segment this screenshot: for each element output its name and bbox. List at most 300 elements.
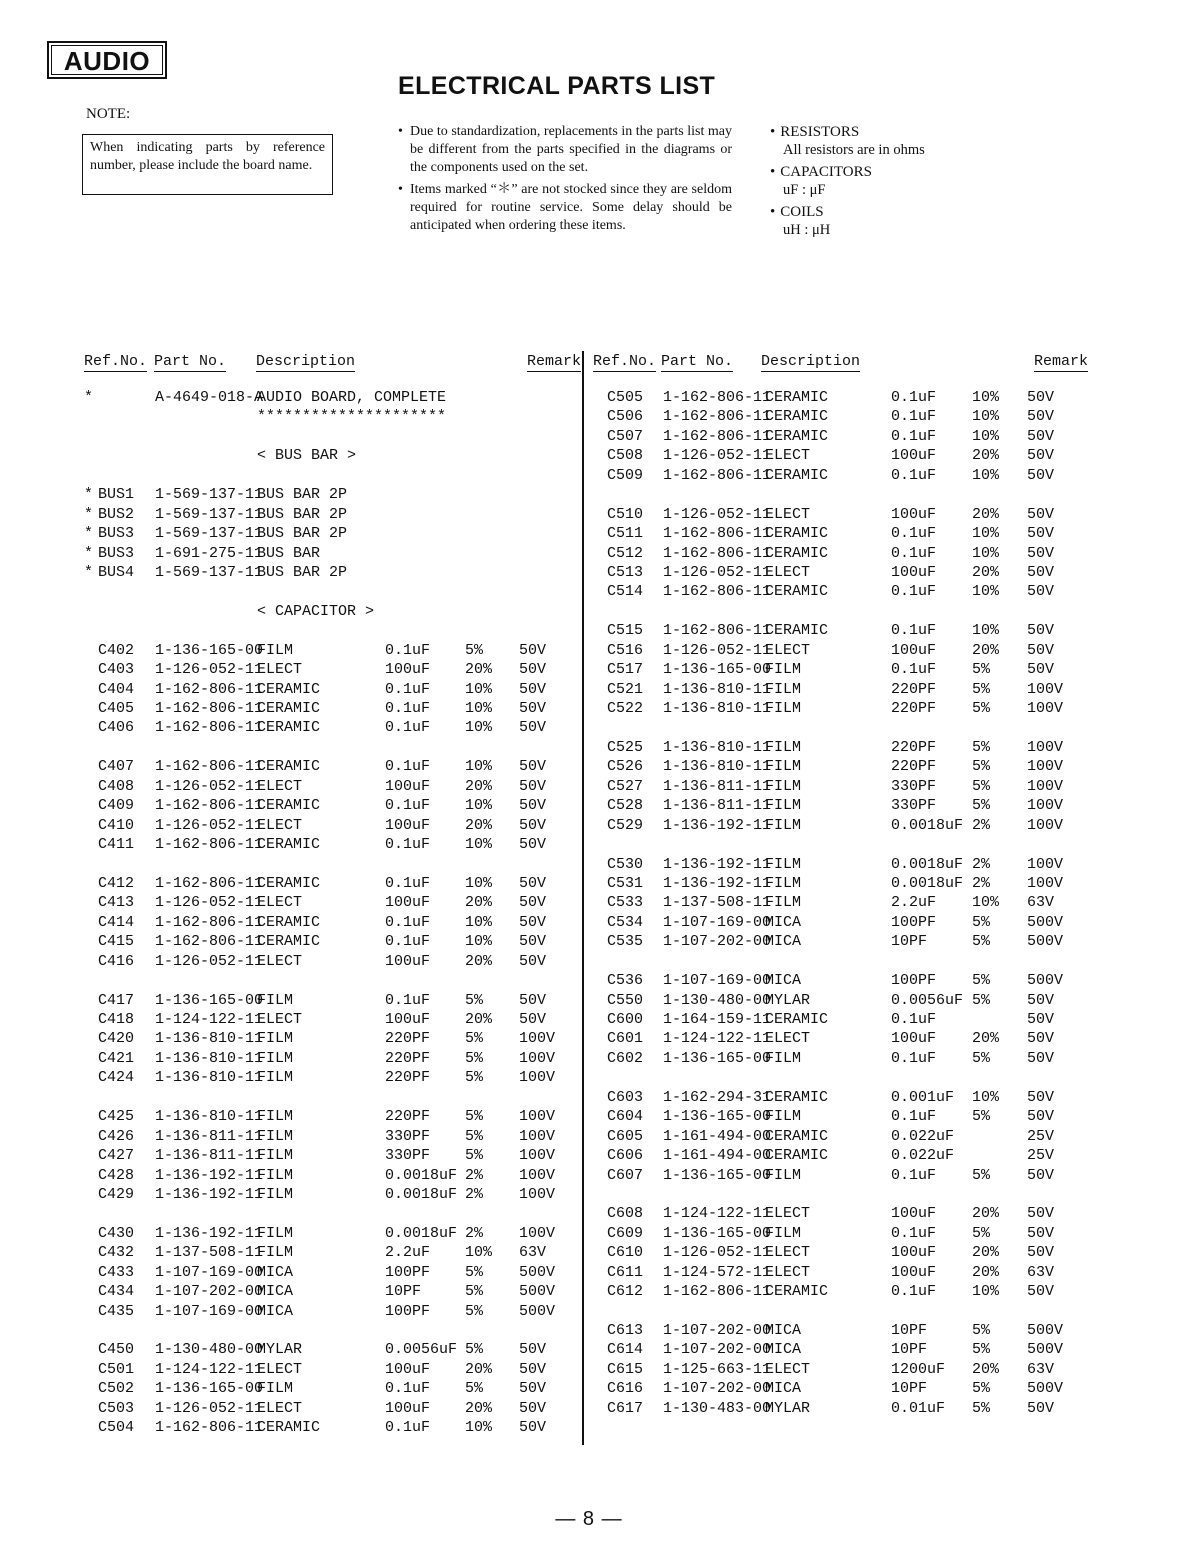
- description: FILM: [257, 1244, 294, 1262]
- tolerance: 10%: [972, 1088, 1000, 1106]
- tolerance: 10%: [972, 583, 1000, 601]
- part-no: 1-107-169-00: [663, 913, 772, 931]
- value: 100uF: [385, 777, 431, 795]
- voltage: 50V: [1027, 466, 1055, 484]
- part-no: 1-136-810-11: [663, 680, 772, 698]
- value: 0.022uF: [891, 1147, 955, 1165]
- ref-no: C509: [607, 466, 644, 484]
- voltage: 50V: [519, 719, 547, 737]
- voltage: 50V: [1027, 563, 1055, 581]
- voltage: 50V: [1027, 1049, 1055, 1067]
- voltage: 50V: [1027, 525, 1055, 543]
- value: 100PF: [385, 1302, 431, 1320]
- ref-no: C510: [607, 505, 644, 523]
- part-no: 1-124-122-11: [663, 1205, 772, 1223]
- right-column-header: [0, 352, 1178, 374]
- tolerance: 20%: [972, 505, 1000, 523]
- tolerance: 5%: [972, 1224, 991, 1242]
- tolerance: 5%: [465, 1147, 484, 1165]
- ref-no: C425: [98, 1108, 135, 1126]
- value: 0.1uF: [891, 408, 937, 426]
- value: 220PF: [891, 738, 937, 756]
- ref-no: C516: [607, 641, 644, 659]
- voltage: 50V: [1027, 1030, 1055, 1048]
- ref-no: C534: [607, 913, 644, 931]
- part-no: 1-126-052-11: [663, 563, 772, 581]
- voltage: 50V: [1027, 408, 1055, 426]
- part-no: 1-162-806-11: [155, 874, 264, 892]
- part-no: 1-130-480-00: [155, 1341, 264, 1359]
- voltage: 50V: [1027, 1011, 1055, 1028]
- part-no: 1-137-508-11: [663, 894, 772, 912]
- ref-no: C615: [607, 1360, 644, 1378]
- header-remark: Remark: [527, 353, 582, 370]
- ref-no: C507: [607, 427, 644, 445]
- part-no: 1-126-052-11: [155, 777, 264, 795]
- value: 0.0018uF: [891, 874, 964, 892]
- not-stocked-mark: *: [84, 505, 94, 523]
- description: ELECT: [765, 641, 811, 659]
- part-no: 1-107-169-00: [155, 1302, 264, 1320]
- value: 10PF: [385, 1283, 422, 1301]
- ref-no: C416: [98, 952, 135, 970]
- tolerance: 5%: [972, 933, 991, 951]
- value: 100uF: [891, 563, 937, 581]
- tolerance: 20%: [465, 816, 493, 834]
- tolerance: 5%: [972, 661, 991, 679]
- part-no: 1-136-165-00: [663, 1166, 772, 1184]
- tolerance: 10%: [972, 408, 1000, 426]
- not-stocked-mark: *: [84, 389, 94, 406]
- voltage: 100V: [519, 1224, 556, 1242]
- description: MICA: [257, 1302, 294, 1320]
- part-no: 1-136-165-00: [663, 1049, 772, 1067]
- ref-no: BUS2: [98, 505, 135, 523]
- tolerance: 10%: [465, 719, 493, 737]
- tolerance: 2%: [465, 1185, 484, 1203]
- voltage: 50V: [519, 1380, 547, 1398]
- ref-no: C421: [98, 1049, 135, 1067]
- description: MICA: [765, 913, 802, 931]
- ref-no: C606: [607, 1147, 644, 1165]
- value: 0.1uF: [891, 389, 937, 406]
- value: 100uF: [891, 641, 937, 659]
- value: 0.1uF: [385, 836, 431, 854]
- part-no: 1-691-275-11: [155, 544, 264, 562]
- part-no: 1-136-811-11: [663, 777, 772, 795]
- header-description: Description: [761, 353, 861, 370]
- voltage: 63V: [519, 1244, 547, 1262]
- value: 220PF: [385, 1049, 431, 1067]
- part-no: 1-162-806-11: [155, 913, 264, 931]
- description: FILM: [765, 797, 802, 815]
- description: CERAMIC: [765, 1283, 829, 1301]
- part-no: 1-126-052-11: [663, 641, 772, 659]
- tolerance: 20%: [972, 563, 1000, 581]
- ref-no: C512: [607, 544, 644, 562]
- tolerance: 5%: [465, 1108, 484, 1126]
- tolerance: 5%: [465, 641, 484, 659]
- part-no: 1-126-052-11: [663, 505, 772, 523]
- units-resistors-value: All resistors are in ohms: [783, 142, 925, 158]
- description: ELECT: [765, 1244, 811, 1262]
- value: 0.1uF: [891, 466, 937, 484]
- description: FILM: [257, 641, 294, 659]
- tolerance: 5%: [465, 1341, 484, 1359]
- notes-list: [398, 123, 732, 239]
- part-no: 1-569-137-11: [155, 525, 264, 543]
- value: 0.1uF: [385, 913, 431, 931]
- header-remark: Remark: [1034, 353, 1089, 370]
- value: 0.1uF: [891, 661, 937, 679]
- description: CERAMIC: [765, 1147, 829, 1165]
- voltage: 100V: [519, 1108, 556, 1126]
- tolerance: 5%: [972, 1166, 991, 1184]
- ref-no: C427: [98, 1147, 135, 1165]
- part-no: 1-162-806-11: [663, 583, 772, 601]
- tolerance: 5%: [972, 777, 991, 795]
- description: CERAMIC: [765, 466, 829, 484]
- tolerance: 10%: [465, 1419, 493, 1437]
- ref-no: C504: [98, 1419, 135, 1437]
- description: MICA: [765, 933, 802, 951]
- tolerance: 5%: [972, 1399, 991, 1417]
- value: 0.0018uF: [891, 816, 964, 834]
- description: FILM: [765, 1108, 802, 1126]
- ref-no: C413: [98, 894, 135, 912]
- value: 100uF: [891, 1205, 937, 1223]
- part-no: 1-136-165-00: [155, 1380, 264, 1398]
- ref-no: C517: [607, 661, 644, 679]
- value: 0.1uF: [385, 758, 431, 776]
- voltage: 50V: [1027, 583, 1055, 601]
- description: FILM: [257, 1049, 294, 1067]
- description: ELECT: [765, 505, 811, 523]
- ref-no: C430: [98, 1224, 135, 1242]
- ref-no: C515: [607, 622, 644, 640]
- not-stocked-mark: *: [84, 544, 94, 562]
- description: CERAMIC: [765, 408, 829, 426]
- ref-no: C406: [98, 719, 135, 737]
- part-no: 1-126-052-11: [155, 1399, 264, 1417]
- part-no: 1-126-052-11: [663, 1244, 772, 1262]
- voltage: 100V: [1027, 797, 1064, 815]
- value: 0.1uF: [891, 1283, 937, 1301]
- value: 100PF: [891, 972, 937, 990]
- not-stocked-mark: *: [84, 563, 94, 581]
- voltage: 50V: [519, 991, 547, 1009]
- part-no: 1-136-811-11: [155, 1147, 264, 1165]
- description: BUS BAR 2P: [257, 486, 348, 504]
- tolerance: 10%: [972, 389, 1000, 406]
- header-part-no: Part No.: [154, 353, 227, 370]
- ref-no: C603: [607, 1088, 644, 1106]
- part-no: 1-136-192-11: [155, 1185, 264, 1203]
- ref-no: C528: [607, 797, 644, 815]
- tolerance: 5%: [465, 1263, 484, 1281]
- units-capacitors-value: uF : μF: [783, 182, 826, 198]
- ref-no: C610: [607, 1244, 644, 1262]
- ref-no: C531: [607, 874, 644, 892]
- part-no: 1-137-508-11: [155, 1244, 264, 1262]
- value: 0.1uF: [891, 622, 937, 640]
- description: BUS BAR 2P: [257, 505, 348, 523]
- tolerance: 5%: [972, 758, 991, 776]
- tolerance: 10%: [465, 797, 493, 815]
- voltage: 50V: [519, 1011, 547, 1028]
- voltage: 50V: [1027, 505, 1055, 523]
- header-part-no: Part No.: [661, 353, 734, 370]
- description: ELECT: [765, 1360, 811, 1378]
- tolerance: 2%: [972, 855, 991, 873]
- ref-no: C418: [98, 1011, 135, 1028]
- ref-no: C502: [98, 1380, 135, 1398]
- part-no: 1-162-806-11: [155, 680, 264, 698]
- part-no: 1-107-169-00: [155, 1263, 264, 1281]
- tolerance: 20%: [972, 1205, 1000, 1223]
- description: FILM: [765, 738, 802, 756]
- note-standardization: • Due to standardization, replacements in the parts list may be different from the parts specified in the diagrams or the components used on the set.: [398, 123, 732, 177]
- part-no: 1-162-806-11: [155, 700, 264, 717]
- voltage: 50V: [519, 952, 547, 970]
- part-no: 1-162-806-11: [663, 466, 772, 484]
- part-no: 1-124-122-11: [663, 1030, 772, 1048]
- voltage: 500V: [1027, 933, 1064, 951]
- voltage: 100V: [1027, 700, 1064, 717]
- voltage: 500V: [519, 1283, 556, 1301]
- ref-no: C533: [607, 894, 644, 912]
- ref-no: C513: [607, 563, 644, 581]
- tolerance: 5%: [972, 738, 991, 756]
- value: 0.1uF: [891, 544, 937, 562]
- part-no: 1-136-811-11: [155, 1127, 264, 1145]
- voltage: 50V: [519, 1419, 547, 1437]
- tolerance: 10%: [972, 894, 1000, 912]
- tolerance: 10%: [972, 525, 1000, 543]
- description: FILM: [257, 1127, 294, 1145]
- section-tag: [47, 41, 167, 79]
- description: MYLAR: [257, 1341, 303, 1359]
- description: ELECT: [257, 661, 303, 679]
- value: 100uF: [385, 1011, 431, 1028]
- tolerance: 20%: [972, 641, 1000, 659]
- value: 220PF: [385, 1108, 431, 1126]
- value: 100uF: [891, 1244, 937, 1262]
- description: FILM: [257, 1224, 294, 1242]
- tolerance: 5%: [972, 1108, 991, 1126]
- voltage: 500V: [1027, 1380, 1064, 1398]
- ref-no: C604: [607, 1108, 644, 1126]
- value: 0.01uF: [891, 1399, 946, 1417]
- voltage: 100V: [1027, 874, 1064, 892]
- ref-no: C501: [98, 1360, 135, 1378]
- voltage: 50V: [519, 758, 547, 776]
- value: 10PF: [891, 1341, 928, 1359]
- ref-no: C410: [98, 816, 135, 834]
- description: FILM: [765, 700, 802, 717]
- value: 0.001uF: [891, 1088, 955, 1106]
- description: CERAMIC: [765, 1088, 829, 1106]
- description: BUS BAR 2P: [257, 563, 348, 581]
- value: 0.0018uF: [385, 1185, 458, 1203]
- tolerance: 20%: [465, 952, 493, 970]
- voltage: 500V: [519, 1263, 556, 1281]
- voltage: 50V: [519, 680, 547, 698]
- value: 100uF: [891, 505, 937, 523]
- value: 100uF: [385, 1360, 431, 1378]
- description: CERAMIC: [257, 836, 321, 854]
- ref-no: C536: [607, 972, 644, 990]
- description: CERAMIC: [257, 933, 321, 951]
- part-no: 1-136-810-11: [155, 1030, 264, 1048]
- value: 2.2uF: [891, 894, 937, 912]
- description: FILM: [257, 991, 294, 1009]
- description: CERAMIC: [765, 622, 829, 640]
- voltage: 100V: [519, 1049, 556, 1067]
- tolerance: 5%: [465, 1127, 484, 1145]
- ref-no: C506: [607, 408, 644, 426]
- description: ELECT: [765, 563, 811, 581]
- value: 0.1uF: [891, 1224, 937, 1242]
- part-no: 1-162-806-11: [155, 719, 264, 737]
- ref-no: C415: [98, 933, 135, 951]
- ref-no: C414: [98, 913, 135, 931]
- value: 100uF: [385, 952, 431, 970]
- description: FILM: [257, 1108, 294, 1126]
- description: ELECT: [257, 894, 303, 912]
- voltage: 50V: [519, 641, 547, 659]
- tolerance: 10%: [465, 758, 493, 776]
- part-no: 1-124-122-11: [155, 1360, 264, 1378]
- description: AUDIO BOARD, COMPLETE: [257, 389, 447, 406]
- note-box: When indicating parts by reference number, please include the board name.: [82, 134, 333, 195]
- part-no: 1-569-137-11: [155, 563, 264, 581]
- voltage: 100V: [519, 1147, 556, 1165]
- tolerance: 20%: [972, 1030, 1000, 1048]
- value: 0.1uF: [891, 1108, 937, 1126]
- part-no: 1-107-169-00: [663, 972, 772, 990]
- description: FILM: [257, 1030, 294, 1048]
- value: 220PF: [891, 680, 937, 698]
- voltage: 50V: [1027, 991, 1055, 1009]
- header-ref-no: Ref.No.: [84, 353, 148, 370]
- value: 220PF: [891, 758, 937, 776]
- ref-no: C511: [607, 525, 644, 543]
- voltage: 50V: [519, 874, 547, 892]
- value: 0.1uF: [891, 1011, 937, 1028]
- units-legend: [770, 123, 925, 243]
- page-number: — 8 —: [555, 1508, 623, 1530]
- description: CERAMIC: [257, 758, 321, 776]
- description: CERAMIC: [257, 797, 321, 815]
- description: ELECT: [257, 816, 303, 834]
- voltage: 50V: [519, 661, 547, 679]
- not-stocked-mark: *: [84, 525, 94, 543]
- ref-no: C434: [98, 1283, 135, 1301]
- description: ELECT: [257, 1360, 303, 1378]
- voltage: 100V: [1027, 855, 1064, 873]
- part-no: 1-136-810-11: [155, 1069, 264, 1087]
- tolerance: 20%: [972, 1360, 1000, 1378]
- description: MYLAR: [765, 1399, 811, 1417]
- part-no: 1-126-052-11: [155, 816, 264, 834]
- tolerance: 2%: [972, 874, 991, 892]
- voltage: 50V: [1027, 1108, 1055, 1126]
- description: CERAMIC: [765, 525, 829, 543]
- part-no: 1-136-810-11: [663, 738, 772, 756]
- tolerance: 5%: [972, 913, 991, 931]
- description: MICA: [765, 972, 802, 990]
- part-no: 1-136-192-11: [663, 874, 772, 892]
- description: CERAMIC: [765, 1011, 829, 1028]
- description: ELECT: [765, 447, 811, 465]
- part-no: 1-107-202-00: [155, 1283, 264, 1301]
- tolerance: 20%: [465, 777, 493, 795]
- tolerance: 10%: [972, 466, 1000, 484]
- voltage: 50V: [519, 1399, 547, 1417]
- voltage: 50V: [519, 816, 547, 834]
- value: 100uF: [385, 661, 431, 679]
- description: FILM: [765, 1166, 802, 1184]
- header-ref-no: Ref.No.: [593, 353, 657, 370]
- voltage: 100V: [519, 1030, 556, 1048]
- tolerance: 5%: [972, 680, 991, 698]
- value: 100PF: [385, 1263, 431, 1281]
- description: CERAMIC: [765, 583, 829, 601]
- voltage: 50V: [519, 913, 547, 931]
- tolerance: 5%: [972, 700, 991, 717]
- voltage: 100V: [519, 1185, 556, 1203]
- tolerance: 5%: [465, 991, 484, 1009]
- value: 0.0018uF: [385, 1166, 458, 1184]
- description: FILM: [257, 1147, 294, 1165]
- tolerance: 5%: [465, 1049, 484, 1067]
- voltage: 25V: [1027, 1127, 1055, 1145]
- part-no: 1-126-052-11: [663, 447, 772, 465]
- part-no: 1-162-806-11: [663, 622, 772, 640]
- value: 0.1uF: [385, 1419, 431, 1437]
- ref-no: C525: [607, 738, 644, 756]
- ref-no: C550: [607, 991, 644, 1009]
- description: MICA: [257, 1283, 294, 1301]
- ref-no: C529: [607, 816, 644, 834]
- ref-no: C613: [607, 1322, 644, 1339]
- description: FILM: [765, 1224, 802, 1242]
- part-no: 1-161-494-00: [663, 1127, 772, 1145]
- part-no: 1-161-494-00: [663, 1147, 772, 1165]
- ref-no: C433: [98, 1263, 135, 1281]
- value: 0.1uF: [385, 874, 431, 892]
- voltage: 63V: [1027, 1360, 1055, 1378]
- ref-no: C616: [607, 1380, 644, 1398]
- voltage: 50V: [519, 1360, 547, 1378]
- value: 100uF: [891, 447, 937, 465]
- value: 0.1uF: [891, 1166, 937, 1184]
- tolerance: 10%: [465, 913, 493, 931]
- description: ELECT: [257, 1399, 303, 1417]
- description: < CAPACITOR >: [257, 602, 375, 620]
- part-no: 1-569-137-11: [155, 505, 264, 523]
- note-label: NOTE:: [86, 106, 131, 122]
- value: 0.1uF: [385, 719, 431, 737]
- part-no: 1-162-806-11: [155, 797, 264, 815]
- ref-no: C411: [98, 836, 135, 854]
- description: CERAMIC: [257, 874, 321, 892]
- voltage: 50V: [1027, 1283, 1055, 1301]
- description: FILM: [765, 680, 802, 698]
- description: FILM: [257, 1166, 294, 1184]
- part-no: 1-126-052-11: [155, 952, 264, 970]
